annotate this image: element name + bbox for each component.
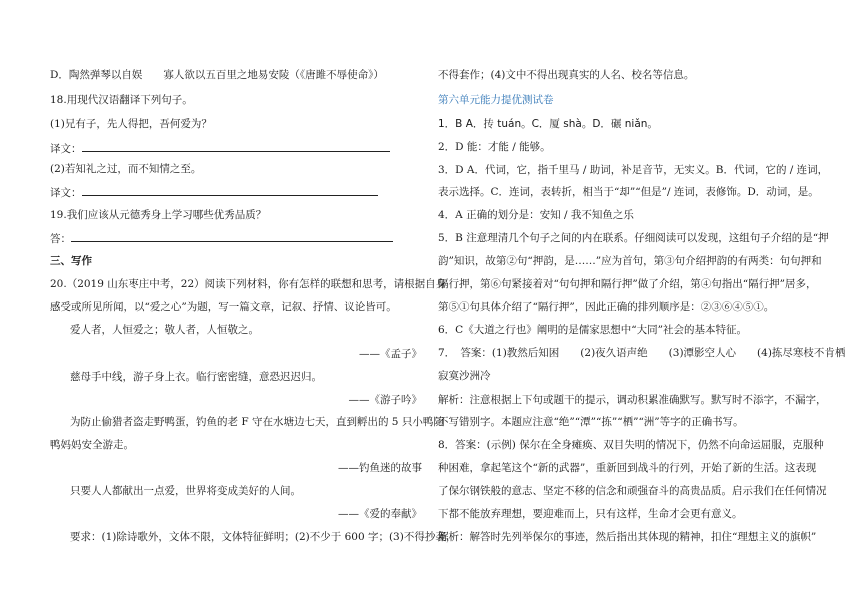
answer-4: 4．A 正确的划分是：安知 / 我不知鱼之乐 (438, 209, 634, 221)
question-19: 19.我们应该从元德秀身上学习哪些优秀品质？ (50, 209, 267, 221)
source-fishing: ——钓鱼迷的故事 (338, 462, 422, 474)
source-dedication: ——《爱的奉献》 (338, 508, 422, 520)
answer-label: 答： (50, 233, 71, 245)
source-youziyin: ——《游子吟》 (348, 394, 422, 406)
answer-2: 2．D 能：才能 / 能够。 (438, 141, 551, 153)
quote-mencius: 爱人者，人恒爱之；敬人者，人恒敬之。 (70, 324, 259, 336)
section-writing-heading: 三、写作 (50, 255, 92, 267)
question-20-line-1: 20.（2019 山东枣庄中考，22）阅读下列材料，你有怎样的联想和思考，请根据自身 (50, 278, 447, 290)
answer-6: 6．C《大道之行也》阐明的是儒家思想中“大同”社会的基本特征。 (438, 324, 747, 336)
answer-8-line-4: 下都不能放弃理想，要迎难而上，只有这样，生命才会更有意义。 (438, 508, 743, 520)
option-d: D．陶然弹琴以自娱 寡人欲以五百里之地易安陵（《唐雎不辱使命》） (50, 69, 384, 81)
answer-1: 1．B A．抟 tuán。C．厦 shà。D．碾 niǎn。 (438, 118, 658, 130)
answer-5-line-3: 隔行押，第⑥句紧接着对“句句押和隔行押”做了介绍，第④句指出“隔行押”居多， (438, 278, 817, 290)
explanation-7-line-2: 不写错别字。本题应注意“绝”“潭”“拣”“栖”“洲”等字的正确书写。 (438, 416, 744, 428)
answer-3-line-1: 3．D A．代词，它，指千里马 / 助词，补足音节，无实义。B．代词，它的 / 连词， (438, 164, 829, 176)
answer-8-line-2: 种困难，拿起笔这个“新的武器”，重新回到战斗的行列，开始了新的生活。这表现 (438, 462, 817, 474)
translation-line-1 (50, 141, 390, 155)
answer-5-line-1: 5．B 注意理清几个句子之间的内在联系。仔细阅读可以发现，这组句子介绍的是“押 (438, 232, 829, 244)
answer-7-line-1: 7． 答案：(1)教然后知困 (2)夜久语声绝 (3)潭影空人心 (4)拣尽寒枝不肯栖 (438, 347, 846, 359)
explanation-7-line-1: 解析：注意根据上下句或题干的提示，调动积累准确默写。默写时不添字，不漏字， (438, 394, 827, 406)
answer-3-line-2: 表示选择。C．连词，表转折，相当于“却”“但是”/ 连词，表修饰。D．动词，是。 (438, 186, 819, 198)
question-18-1: (1)兄有子，先人得把，吾何爱为？ (50, 118, 212, 130)
translation-line-2 (50, 185, 378, 199)
answer-5-line-2: 韵”知识，故第②句“押韵，是……”应为首句，第③句介绍押韵的有两类：句句押和 (438, 255, 822, 267)
question-18-2: (2)若知礼之过，而不知情之至。 (50, 163, 202, 175)
answer-8-line-3: 了保尔钢铁般的意志、坚定不移的信念和顽强奋斗的高贵品质。启示我们在任何情况 (438, 485, 827, 497)
question-20-line-2: 感受或所见所闻，以“爱之心”为题，写一篇文章，记叙、抒情、议论皆可。 (50, 301, 397, 313)
answer-blank-2[interactable] (82, 185, 378, 196)
translation-label: 译文： (50, 187, 82, 199)
answer-5-line-4: 第⑤①句具体介绍了“隔行押”，因此正确的排列顺序是：②③⑥④⑤①。 (438, 301, 775, 313)
test-title: 第六单元能力提优测试卷 (438, 94, 554, 106)
quote-fishing-line-2: 鸭妈妈安全游走。 (50, 439, 134, 451)
source-mencius: ——《孟子》 (359, 348, 422, 360)
answer-blank-3[interactable] (71, 231, 393, 242)
quote-youziyin: 慈母手中线，游子身上衣。临行密密缝，意恐迟迟归。 (70, 371, 322, 383)
answer-blank-1[interactable] (82, 141, 390, 152)
question-18: 18.用现代汉语翻译下列句子。 (50, 94, 193, 106)
quote-dedication: 只要人人都献出一点爱，世界将变成美好的人间。 (70, 485, 301, 497)
answer-line (50, 231, 393, 245)
explanation-8-line-1: 解析：解答时先列举保尔的事迹，然后指出其体现的精神，扣住“理想主义的旗帜” (438, 531, 817, 543)
answer-7-line-2: 寂寞沙洲冷 (438, 370, 491, 382)
quote-fishing-line-1: 为防止偷猎者盗走野鸭蛋，钓鱼的老 F 守在水塘边七天，直到孵出的 5 只小鸭随 (70, 416, 444, 428)
requirements-continued: 不得套作；(4)文中不得出现真实的人名、校名等信息。 (438, 69, 695, 81)
writing-requirements: 要求：(1)除诗歌外，文体不限，文体特征鲜明；(2)不少于 600 字；(3)不得抄袭， (70, 531, 457, 543)
answer-8-line-1: 8．答案：(示例) 保尔在全身瘫痪、双目失明的情况下，仍然不向命运屈服，克服种 (438, 439, 824, 451)
translation-label: 译文： (50, 143, 82, 155)
